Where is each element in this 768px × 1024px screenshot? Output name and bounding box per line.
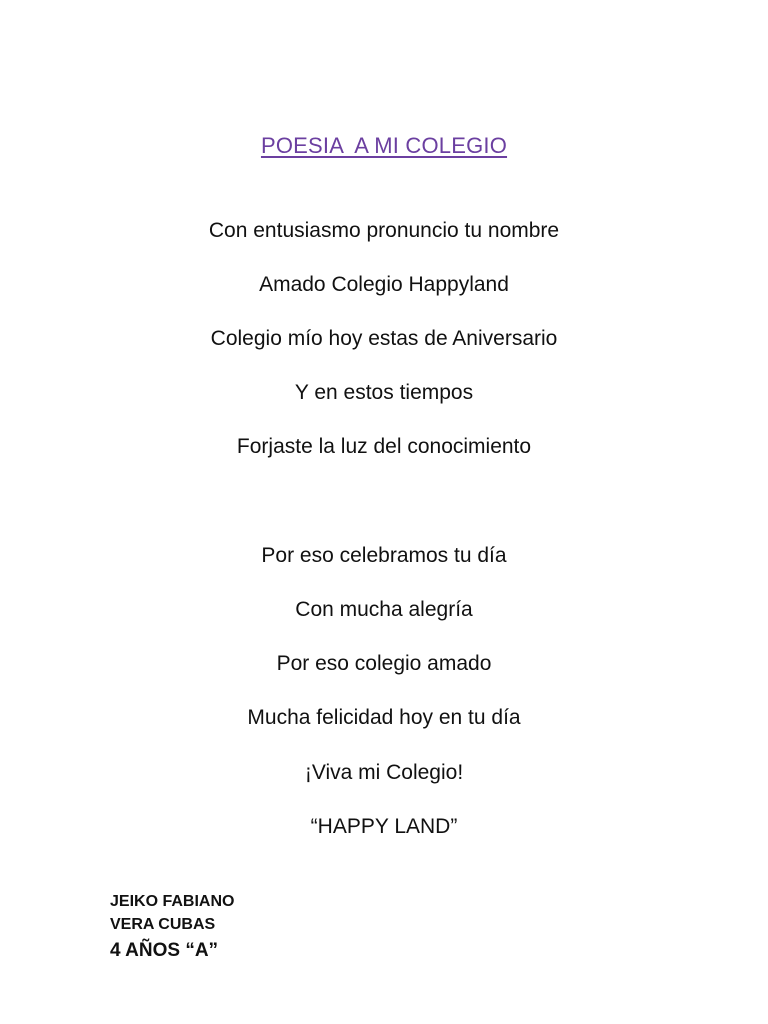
poem-line: Por eso celebramos tu día xyxy=(261,544,507,567)
poem-line: Con mucha alegría xyxy=(295,598,473,621)
poem-title: POESIA A MI COLEGIO xyxy=(260,133,508,158)
poem-line: Con entusiasmo pronuncio tu nombre xyxy=(208,219,560,242)
author-first-name: JEIKO FABIANO xyxy=(110,893,235,910)
poem-line: Colegio mío hoy estas de Aniversario xyxy=(210,327,558,350)
poem-line: “HAPPY LAND” xyxy=(310,815,458,838)
author-last-name: VERA CUBAS xyxy=(110,916,216,933)
poem-line: Por eso colegio amado xyxy=(276,652,492,675)
poem-line: ¡Viva mi Colegio! xyxy=(304,761,464,784)
poem-line: Mucha felicidad hoy en tu día xyxy=(247,706,521,729)
poem-line: Amado Colegio Happyland xyxy=(259,273,509,296)
poem-line: Y en estos tiempos xyxy=(294,381,474,404)
poem-line: Forjaste la luz del conocimiento xyxy=(236,435,532,458)
author-grade: 4 AÑOS “A” xyxy=(110,940,219,961)
